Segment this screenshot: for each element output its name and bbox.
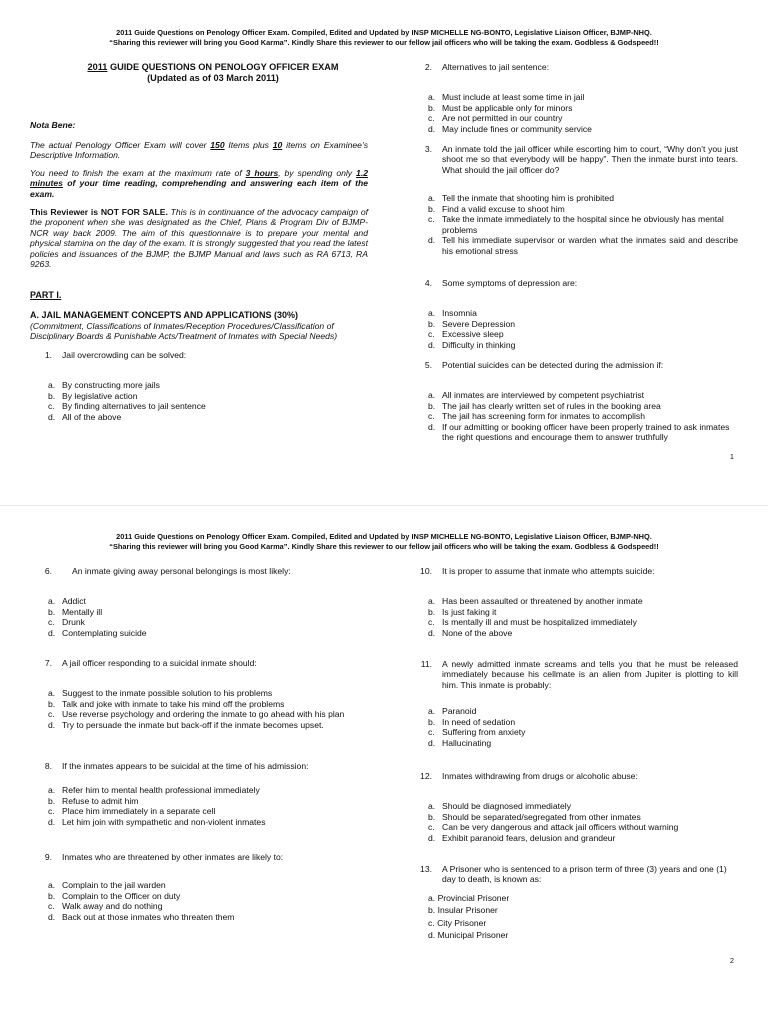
title-year: 2011	[87, 62, 108, 72]
section-description: (Commitment, Classifications of Inmates/Reception Procedures/Classification of Disciplinary Boards & Punishable Acts/Treatment of Inmates with Special Needs)	[30, 320, 338, 342]
option: a. Should be diagnosed immediately	[428, 801, 571, 812]
option: b. Severe Depression	[428, 318, 516, 329]
option: b. Complain to the Officer on duty	[48, 890, 181, 901]
option: b. Is just faking it	[428, 606, 497, 617]
nb-p1-c: items on Examinee’s Descriptive Information.	[30, 140, 368, 161]
option: b. Talk and joke with inmate to take his mind off the problems	[48, 698, 285, 709]
option: c. The jail has screening form for inmates to accomplish	[428, 411, 645, 422]
nb-p3-rest: This is in continuance of the advocacy campaign of the proponent when she was designated as the Chief, Plans & Program Div of BJMP-NCR way back 2009. The aim of this questionnaire is to prepare your mental and physical stamina on the day of the exam. It is strongly suggested that you read the latest policies and issuances of the BJMP, the BJMP Manual and laws such as RA 6713, RA 9263.	[30, 207, 368, 270]
option: a. Has been assaulted or threatened by another inmate	[428, 596, 643, 607]
option: a. Complain to the jail warden	[48, 880, 166, 891]
question-text: Inmates withdrawing from drugs or alcoholic abuse:	[442, 771, 638, 781]
option: a. Must include at least some time in jail	[428, 92, 585, 103]
option: a. By constructing more jails	[48, 380, 160, 391]
question-text: A jail officer responding to a suicidal inmate should:	[62, 658, 257, 668]
option: d. Exhibit paranoid fears, delusion and grandeur	[428, 832, 616, 843]
option: d. May include fines or community service	[428, 123, 592, 134]
option: b. By legislative action	[48, 390, 138, 401]
part-heading: PART I.	[30, 290, 62, 300]
option: d. Let him join with sympathetic and non-violent inmates	[48, 816, 266, 827]
page-header	[0, 532, 768, 551]
nb-p2-b: , by spending only	[278, 168, 357, 178]
question-9	[18, 852, 370, 922]
question-number: 9.	[44, 852, 52, 862]
option: b. Mentally ill	[48, 606, 103, 617]
title-text: GUIDE QUESTIONS ON PENOLOGY OFFICER EXAM	[107, 62, 339, 72]
question-text: Inmates who are threatened by other inmates are likely to:	[62, 852, 284, 862]
document-title	[30, 62, 396, 84]
option: b. Should be separated/segregated from other inmates	[428, 811, 641, 822]
question-13	[398, 864, 738, 943]
option: c. By finding alternatives to jail sentence	[48, 401, 206, 412]
question-number: 10.	[420, 566, 432, 576]
question-3	[398, 144, 738, 256]
option: a. Insomnia	[428, 308, 477, 319]
option: c. City Prisoner	[428, 917, 487, 928]
question-number: 12.	[420, 771, 432, 781]
question-number: 1.	[44, 350, 52, 360]
option: d. Try to persuade the inmate but back-off if the inmate becomes upset.	[48, 719, 324, 730]
nb-items-count: 150	[210, 140, 225, 150]
question-10	[398, 566, 738, 638]
option: d. If our admitting or booking officer have been properly trained to ask inmates the right questions and encourage them to answer truthfully	[428, 421, 730, 443]
option: c. Use reverse psychology and ordering the inmate to go ahead with his plan	[48, 709, 345, 720]
page-header	[0, 28, 768, 47]
section-title: A. JAIL MANAGEMENT CONCEPTS AND APPLICATIONS (30%)	[30, 310, 299, 320]
option: b. Find a valid excuse to shoot him	[428, 203, 565, 214]
question-number: 13.	[420, 864, 432, 874]
page-number: 1	[729, 452, 734, 461]
nb-p1-a: The actual Penology Officer Exam will cover	[30, 140, 211, 150]
question-1	[18, 350, 370, 422]
not-for-sale-notice: This Reviewer is NOT FOR SALE.	[30, 207, 168, 217]
option: b. In need of sedation	[428, 716, 516, 727]
option: d. All of the above	[48, 411, 122, 422]
option: c. Drunk	[48, 617, 85, 628]
question-number: 8.	[44, 761, 52, 771]
option: a. Tell the inmate that shooting him is prohibited	[428, 193, 614, 204]
question-text: It is proper to assume that inmate who attempts suicide:	[442, 566, 655, 576]
question-text: An inmate giving away personal belongings is most likely:	[72, 566, 291, 576]
question-text: Jail overcrowding can be solved:	[62, 350, 187, 360]
option: c. Is mentally ill and must be hospitalized immediately	[428, 617, 637, 628]
option: d. Municipal Prisoner	[428, 930, 509, 941]
header-line-1: 2011 Guide Questions on Penology Officer Exam. Compiled, Edited and Updated by INSP MICHELLE NG-BONTO, Legislative Liaison Officer, BJMP-NHQ.	[116, 28, 652, 37]
nb-minutes: 1.2 minutes	[30, 168, 368, 189]
page-number: 2	[729, 956, 734, 965]
question-12	[398, 771, 738, 843]
option: d. Hallucinating	[428, 737, 492, 748]
option: d. None of the above	[428, 627, 513, 638]
header-line-1: 2011 Guide Questions on Penology Officer Exam. Compiled, Edited and Updated by INSP MICHELLE NG-BONTO, Legislative Liaison Officer, BJMP-NHQ.	[116, 532, 652, 541]
question-number: 7.	[44, 658, 52, 668]
question-text: Alternatives to jail sentence:	[442, 62, 550, 72]
option: c. Walk away and do nothing	[48, 901, 163, 912]
option: a. Suggest to the inmate possible solution to his problems	[48, 688, 273, 699]
option: c. Are not permitted in our country	[428, 113, 563, 124]
option: d. Tell his immediate supervisor or warden what the inmates said and describe his emotional stress	[428, 235, 738, 256]
document-page-1	[0, 0, 768, 505]
question-4	[398, 278, 738, 350]
question-number: 6.	[44, 566, 52, 576]
question-number: 11.	[420, 659, 432, 669]
option: c. Take the inmate immediately to the hospital since he obviously has mental problems	[428, 214, 724, 235]
nb-p1-b: Items plus	[224, 140, 273, 150]
option: c. Place him immediately in a separate cell	[48, 806, 216, 817]
option: a. Addict	[48, 596, 86, 607]
nb-extra-items: 10	[272, 140, 283, 150]
nb-hours: 3 hours	[245, 168, 279, 178]
option: a. Provincial Prisoner	[428, 892, 510, 903]
header-line-2: “Sharing this reviewer will bring you Good Karma”. Kindly Share this reviewer to our fellow jail officers who will be taking the exam. Godbless & Godspeed!!	[109, 541, 659, 551]
option: c. Excessive sleep	[428, 329, 504, 340]
question-text: A newly admitted inmate screams and tells you that he must be released immediately because his cellmate is an alien from Jupiter is plotting to kill him. This inmate is probably:	[442, 659, 738, 690]
title-updated: (Updated as of 03 March 2011)	[147, 73, 279, 84]
option: b. Must be applicable only for minors	[428, 102, 573, 113]
option: b. Insular Prisoner	[428, 905, 498, 916]
nota-bene-heading: Nota Bene:	[30, 120, 76, 130]
option: a. Paranoid	[428, 706, 477, 717]
option: c. Can be very dangerous and attack jail officers without warning	[428, 822, 679, 833]
question-8	[18, 761, 370, 827]
option: c. Suffering from anxiety	[428, 727, 526, 738]
question-number: 5.	[424, 360, 432, 370]
question-text: Some symptoms of depression are:	[442, 278, 578, 288]
question-7	[18, 658, 370, 730]
option: b. Refuse to admit him	[48, 795, 139, 806]
question-text: An inmate told the jail officer while escorting him to court, “Why don’t you just shoot me so that everybody will be happy”. Then the inmate burst into tears. What should the jail officer do?	[442, 144, 738, 175]
question-number: 4.	[424, 278, 432, 288]
question-number: 3.	[424, 144, 432, 154]
nb-p2-a: You need to finish the exam at the maximum rate of	[30, 168, 246, 178]
option: a. All inmates are interviewed by competent psychiatrist	[428, 390, 645, 401]
document-page-2	[0, 505, 768, 1024]
question-11	[398, 659, 738, 748]
option: a. Refer him to mental health professional immediately	[48, 785, 260, 796]
section-heading	[30, 310, 370, 342]
option: d. Back out at those inmates who threaten them	[48, 911, 235, 922]
option: d. Difficulty in thinking	[428, 339, 516, 350]
question-text: Potential suicides can be detected during the admission if:	[442, 360, 664, 370]
question-text: A Prisoner who is sentenced to a prison term of three (3) years and one (1) day to death, is known as:	[442, 864, 727, 885]
nota-bene-paragraph-1	[30, 140, 368, 161]
nota-bene-paragraph-3	[30, 207, 368, 270]
option: b. The jail has clearly written set of rules in the booking area	[428, 400, 661, 411]
option: d. Contemplating suicide	[48, 627, 147, 638]
nb-p2-c: of your time reading, comprehending and answering each item of the exam.	[30, 178, 368, 199]
question-6	[18, 566, 370, 638]
question-2	[398, 62, 738, 134]
question-text: If the inmates appears to be suicidal at the time of his admission:	[62, 761, 309, 771]
nota-bene-paragraph-2	[30, 168, 368, 199]
header-line-2: “Sharing this reviewer will bring you Good Karma”. Kindly Share this reviewer to our fellow jail officers who will be taking the exam. Godbless & Godspeed!!	[109, 37, 659, 47]
question-5	[398, 360, 738, 443]
question-number: 2.	[424, 62, 432, 72]
